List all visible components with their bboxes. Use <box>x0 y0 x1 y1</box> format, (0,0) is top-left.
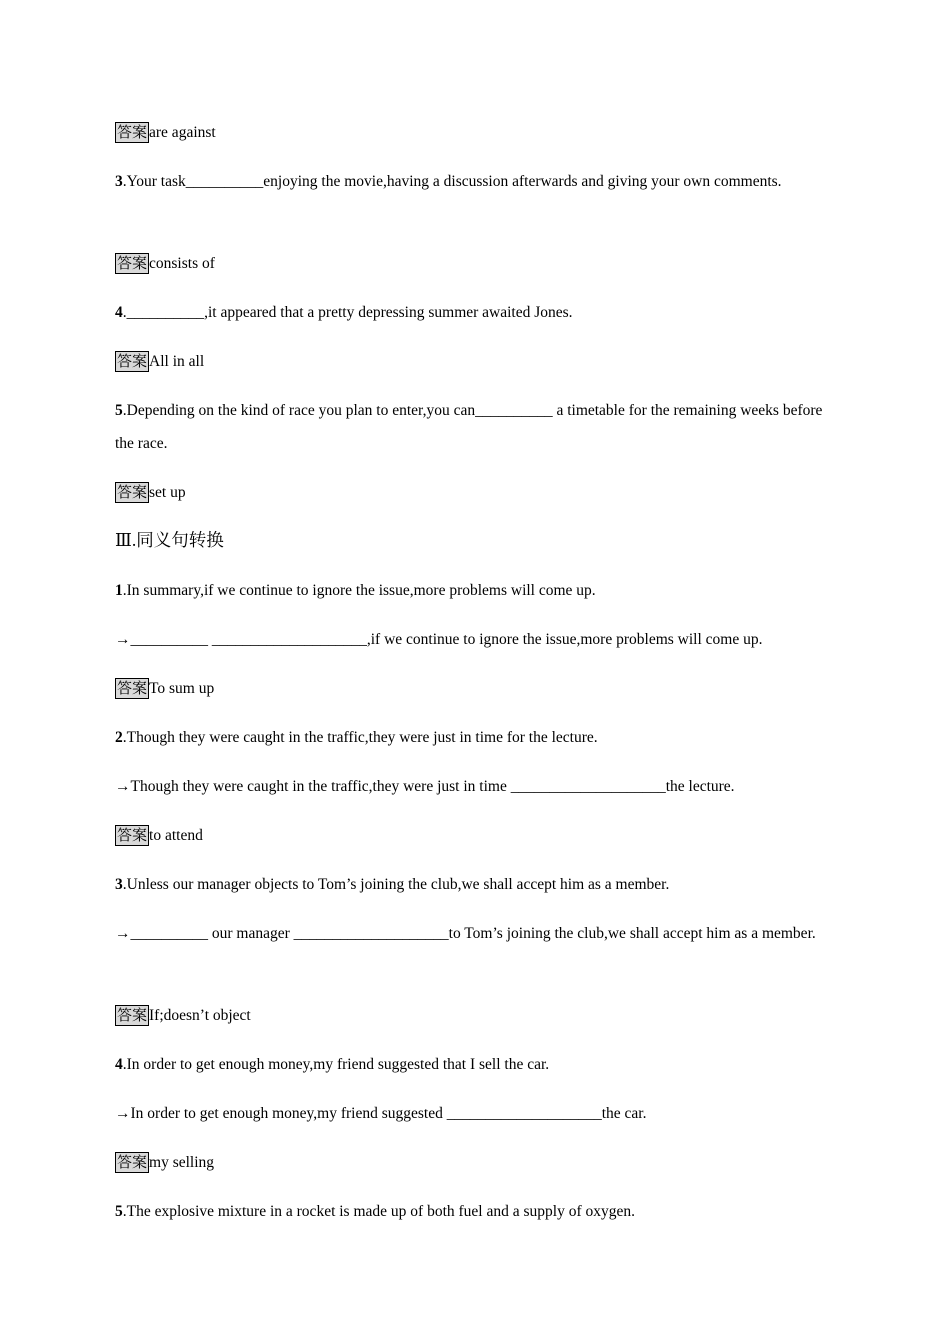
question-text: .The explosive mixture in a rocket is made up of both fuel and a supply of oxygen. <box>122 1203 635 1220</box>
answer-line <box>115 819 840 852</box>
question-item <box>115 394 840 460</box>
answer-label-box: 答案 <box>117 1006 148 1024</box>
answer-text: All in all <box>149 353 205 370</box>
question-text: .Unless our manager objects to Tom’s joining the club,we shall accept him as a member. <box>122 876 670 893</box>
question-number: 5 <box>115 402 123 419</box>
rewrite-line: →Though they were caught in the traffic,they were just in time ____________________the lecture. <box>115 778 735 795</box>
answer-line <box>115 672 840 705</box>
question-item <box>115 1048 840 1081</box>
answer-line <box>115 999 840 1032</box>
answer-text: set up <box>149 484 186 501</box>
question-text: .In order to get enough money,my friend suggested that I sell the car. <box>122 1056 550 1073</box>
question-item <box>115 1195 840 1228</box>
answer-text: If;doesn’t object <box>149 1007 251 1024</box>
answer-label-box: 答案 <box>117 352 148 370</box>
question-number: 2 <box>115 729 123 746</box>
answer-line <box>115 345 840 378</box>
question-item <box>115 296 840 329</box>
answer-line <box>115 1146 840 1179</box>
answer-label-box: 答案 <box>117 679 148 697</box>
question-number: 3 <box>115 173 123 190</box>
question-number: 4 <box>115 1056 123 1073</box>
answer-label-box: 答案 <box>117 1153 148 1171</box>
answer-line <box>115 116 840 149</box>
answer-text: To sum up <box>149 680 215 697</box>
answer-text: my selling <box>149 1154 215 1171</box>
question-item <box>115 868 840 901</box>
answer-line <box>115 247 840 280</box>
question-number: 3 <box>115 876 123 893</box>
question-number: 5 <box>115 1203 123 1220</box>
answer-label-box: 答案 <box>117 826 148 844</box>
question-item <box>115 721 840 754</box>
rewrite-line: →In order to get enough money,my friend suggested ____________________the car. <box>115 1105 647 1122</box>
answer-label-box: 答案 <box>117 254 148 272</box>
answer-text: are against <box>149 124 216 141</box>
question-text: .__________,it appeared that a pretty depressing summer awaited Jones. <box>122 304 573 321</box>
question-text: .In summary,if we continue to ignore the issue,more problems will come up. <box>122 582 596 599</box>
question-number: 4 <box>115 304 123 321</box>
section-heading: Ⅲ.同义句转换 <box>115 530 224 550</box>
answer-label-box: 答案 <box>117 483 148 501</box>
rewrite-line: →__________ ____________________,if we continue to ignore the issue,more problems will come up. <box>115 631 763 648</box>
answer-text: consists of <box>149 255 215 272</box>
answer-line <box>115 476 840 509</box>
rewrite-line: →__________ our manager ____________________to Tom’s joining the club,we shall accept him as a member. <box>115 925 816 942</box>
question-item <box>115 165 840 198</box>
question-number: 1 <box>115 582 123 599</box>
question-text: .Your task__________enjoying the movie,having a discussion afterwards and giving your own comments. <box>122 173 782 190</box>
question-text: .Depending on the kind of race you plan to enter,you can__________ a timetable for the remaining weeks before the race. <box>115 402 823 452</box>
answer-text: to attend <box>149 827 203 844</box>
question-item <box>115 574 840 607</box>
question-text: .Though they were caught in the traffic,they were just in time for the lecture. <box>122 729 598 746</box>
answer-label-box: 答案 <box>117 123 148 141</box>
